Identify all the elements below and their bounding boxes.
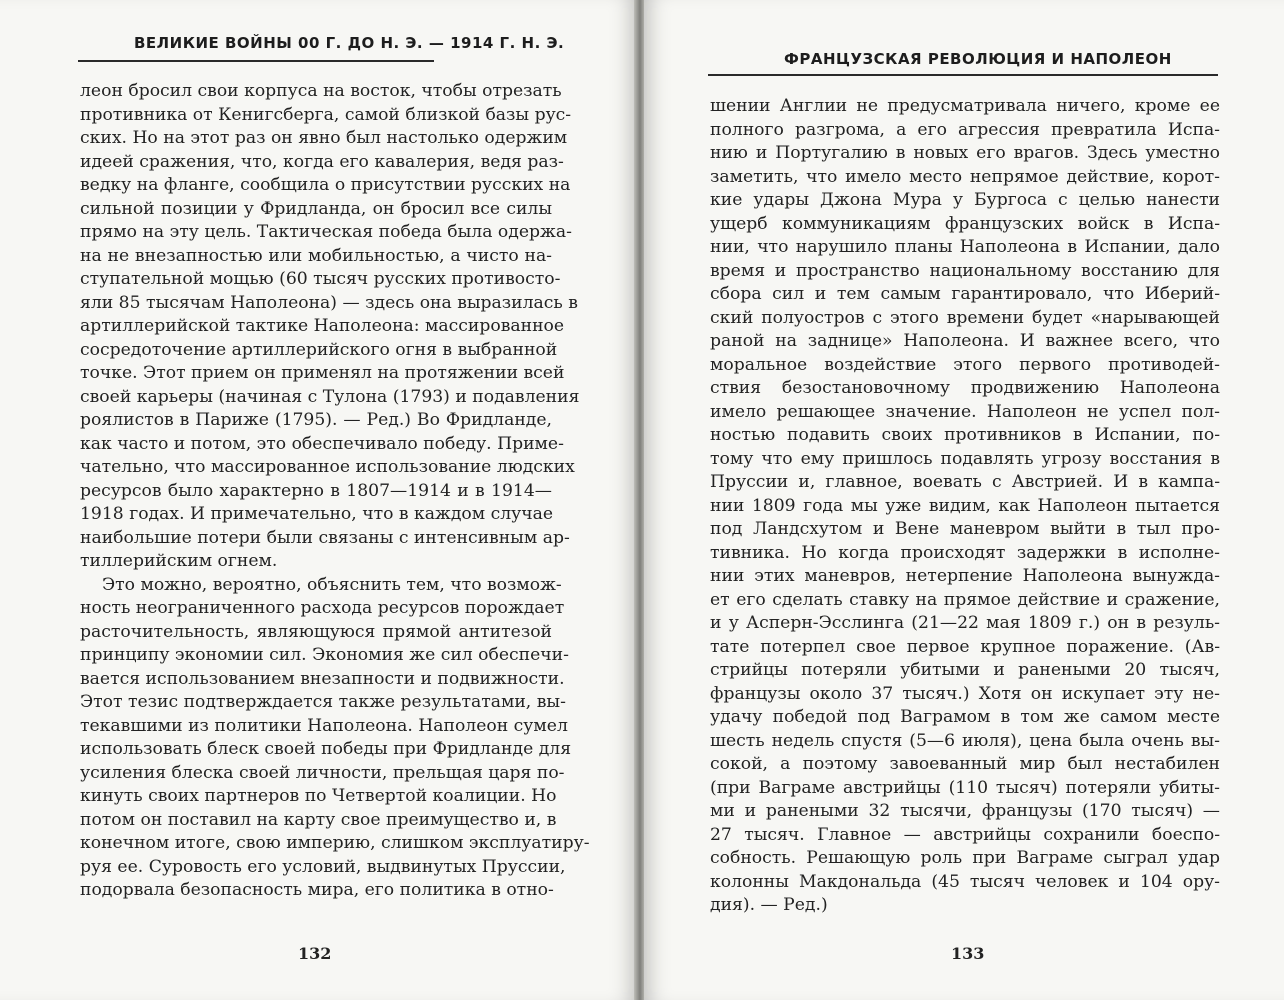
text-line: ущерб коммуникациям французских войск в Испа- [710,213,1220,234]
text-line: Пруссии и, главное, воевать с Австрией. И в кампа- [710,472,1220,492]
text-line: точке. Этот прием он применял на протяжении всей [80,363,565,383]
left-page [0,0,636,1000]
running-head-left: ВЕЛИКИЕ ВОЙНЫ 00 Г. ДО Н. Э. — 1914 Г. Н. Э. [134,34,565,52]
text-line: руя ее. Суровость его условий, выдвинутых Пруссии, [80,856,566,877]
text-line: ский полуостров с этого времени будет «нарывающей [710,307,1220,328]
text-line: и у Асперн-Эсслинга (21—22 мая 1809 г.) он в резуль- [710,613,1220,633]
text-line: ступательной мощью (60 тысяч русских противосто- [80,269,561,289]
text-line: яли 85 тысячам Наполеона) — здесь она выразилась в [80,292,578,313]
text-line: полного разгрома, а его агрессия превратила Испа- [710,119,1220,140]
text-line: кинуть своих партнеров по Четвертой коалиции. Но [80,786,557,806]
text-line: наибольшие потери были связаны с интенсивным ар- [80,527,570,548]
left-page-text [80,80,590,903]
text-line: время и пространство национальному восстанию для [710,260,1220,281]
text-line: шесть недель спустя (5—6 июля), цена была очень вы- [710,730,1220,751]
text-line: идеей сражения, что, когда его кавалерия, ведя раз- [80,151,564,172]
page-number-left: 132 [298,944,332,963]
text-line: использовать блеск своей победы при Фридланде для [80,739,572,759]
text-line: усиления блеска своей личности, прельщая царя по- [80,762,565,783]
right-page-text [710,95,1220,918]
text-line: Этот тезис подтверждается также результатами, вы- [80,692,566,712]
text-line: ность неограниченного расхода ресурсов порождает [80,598,565,618]
text-line: дия). — Ред.) [710,895,828,915]
text-line: ет его сделать ставку на прямое действие и сражение, [710,589,1220,610]
text-line: сильной позиции у Фридланда, он бросил все силы [80,198,552,219]
text-line: нии, что нарушило планы Наполеона в Испании, дало [710,237,1220,257]
text-line: своей карьеры (начиная с Тулона (1793) и подавления [80,386,580,407]
text-line: противника от Кенигсберга, самой близкой базы рус- [80,104,572,125]
text-line: французы около 37 тысяч.) Хотя он искупает эту не- [710,683,1220,704]
text-line: конечном итоге, свою империю, слишком эксплуатиру- [80,833,590,853]
text-line: собность. Решающую роль при Ваграме сыграл удар [710,848,1220,868]
text-line: леон бросил свои корпуса на восток, чтобы отрезать [80,81,562,101]
text-line: вается использованием внезапности и подвижности. [80,668,565,689]
running-head-right: ФРАНЦУЗСКАЯ РЕВОЛЮЦИЯ И НАПОЛЕОН [784,50,1172,68]
text-line: нии этих маневров, нетерпение Наполеона вынужда- [710,566,1220,586]
text-line: на не внезапностью или мобильностью, а чисто на- [80,245,552,266]
text-line: сосредоточение артиллерийского огня в выбранной [80,339,558,360]
text-line: роялистов в Париже (1795). — Ред.) Во Фридланде, [80,410,552,430]
page-number-right: 133 [951,944,985,963]
text-line: принципу экономии сил. Экономия же сил обеспечи- [80,645,569,665]
text-line: ностью подавить своих противников в Испании, по- [710,425,1220,445]
header-rule-left [78,60,434,62]
header-rule-right [708,74,1218,76]
text-line: сбора сил и тем самым гарантировало, что Иберий- [710,284,1220,304]
text-line: нию и Португалию в новых его врагов. Здесь уместно [710,143,1220,163]
text-line: как часто и потом, это обеспечивало победу. Приме- [80,433,564,454]
text-line: 1918 годах. И примечательно, что в каждом случае [80,504,554,524]
text-line: моральное воздействие этого первого противодей- [710,354,1220,375]
text-line: ствия безостановочному продвижению Наполеона [710,378,1220,398]
text-line: раной на заднице» Наполеона. И важнее всего, что [710,331,1220,351]
text-line: тивника. Но когда происходят задержки в исполне- [710,542,1220,563]
text-line: тому что ему пришлось подавлять угрозу восстания в [710,448,1220,469]
text-line: заметить, что имело место непрямое действие, корот- [710,166,1220,187]
text-line: подорвала безопасность мира, его политика в отно- [80,880,554,900]
text-line: 27 тысяч. Главное — австрийцы сохранили боеспо- [710,824,1220,845]
text-line: стрийцы потеряли убитыми и ранеными 20 тысяч, [710,660,1220,680]
text-line: Это можно, вероятно, объяснить тем, что возмож- [102,574,562,595]
text-line: ресурсов было характерно в 1807—1914 и в 1914— [80,480,552,501]
text-line: артиллерийской тактике Наполеона: массированное [80,316,565,336]
text-line: колонны Макдональда (45 тысяч человек и 104 ору- [710,871,1220,892]
text-line: ских. Но на этот раз он явно был настолько одержим [80,128,568,148]
text-line: ми и ранеными 32 тысячи, французы (170 тысяч) — [710,801,1220,821]
text-line: чательно, что массированное использование людских [80,457,575,477]
text-line: тиллерийским огнем. [80,551,278,571]
text-line: ведку на фланге, сообщила о присутствии русских на [80,175,571,195]
text-line: удачу победой под Ваграмом в том же самом месте [710,707,1220,727]
text-line: нии 1809 года мы уже видим, как Наполеон пытается [710,495,1220,516]
text-line: шении Англии не предусматривала ничего, кроме ее [710,96,1220,116]
text-line: потом он поставил на карту свое преимущество и, в [80,809,557,830]
text-line: сокой, а поэтому завоеванный мир был нестабилен [710,754,1220,774]
right-page [644,0,1284,1000]
text-line: прямо на эту цель. Тактическая победа была одержа- [80,222,572,242]
text-line: тате потерпел свое первое крупное поражение. (Ав- [710,636,1220,657]
text-line: текавшими из политики Наполеона. Наполеон сумел [80,715,568,736]
text-line: расточительность, являющуюся прямой антитезой [80,621,552,642]
text-line: имело решающее значение. Наполеон не успел пол- [710,401,1220,422]
text-line: кие удары Джона Мура у Бургоса с целью нанести [710,190,1220,210]
text-line: под Ландсхутом и Вене маневром выйти в тыл про- [710,519,1220,539]
text-line: (при Ваграме австрийцы (110 тысяч) потеряли убиты- [710,777,1220,798]
